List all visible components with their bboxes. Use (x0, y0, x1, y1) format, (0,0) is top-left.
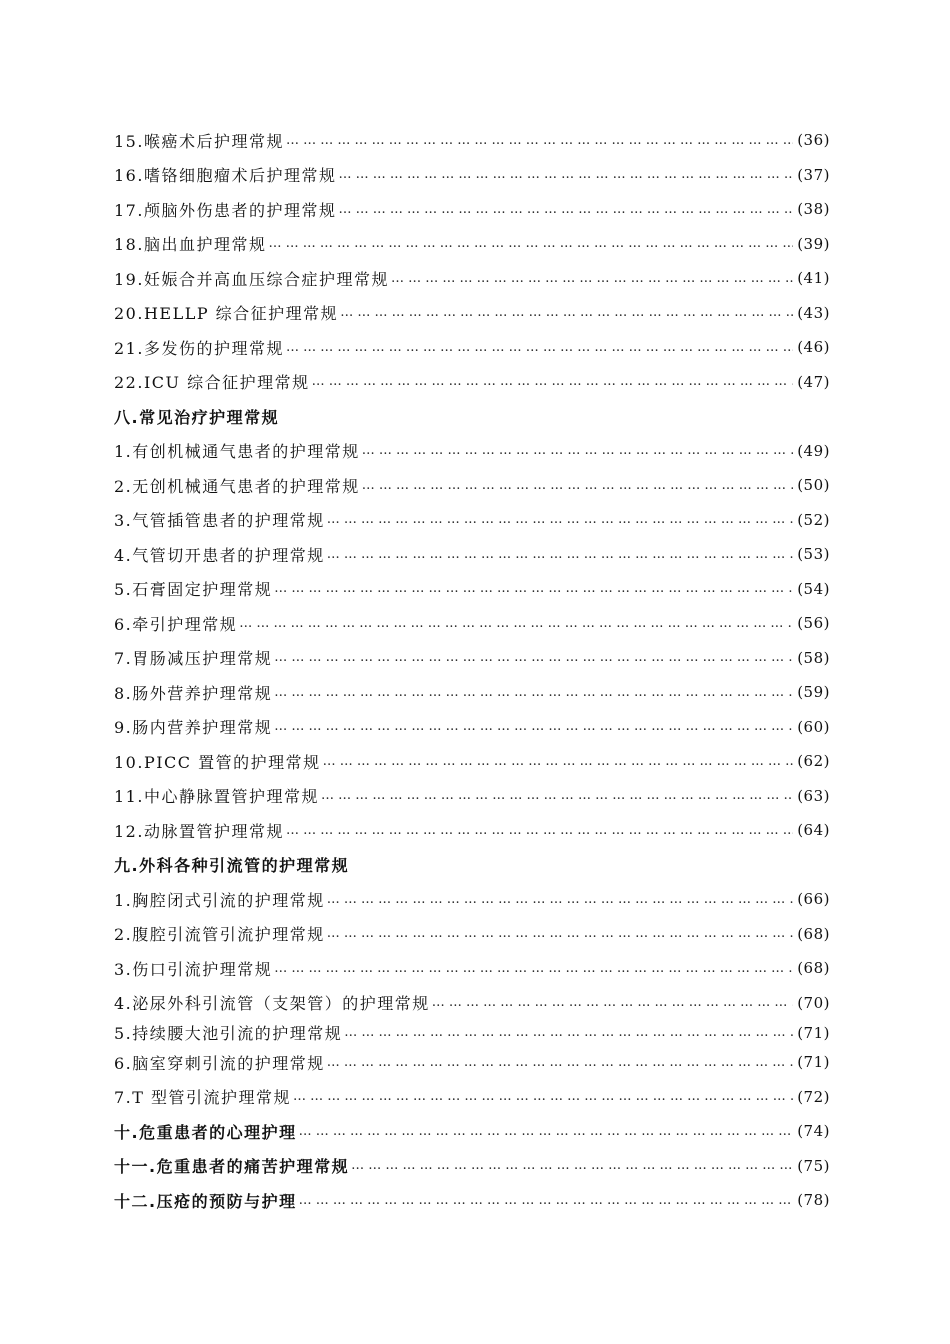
toc-entry-label: 4.泌尿外科引流管（支架管）的护理常规 (114, 994, 430, 1014)
toc-entry (114, 227, 830, 262)
leader-dots (274, 719, 793, 734)
toc-entry (114, 537, 830, 572)
toc-entry (114, 1020, 830, 1045)
toc-entry-page: (49) (797, 441, 830, 460)
leader-dots (327, 512, 793, 527)
section-heading: 九.外科各种引流管的护理常规 (114, 856, 350, 876)
toc-entry (114, 744, 830, 779)
toc-entry (114, 1080, 830, 1115)
toc-entry (114, 710, 830, 745)
toc-entry-label: 十二.压疮的预防与护理 (114, 1191, 297, 1211)
leader-dots (293, 1089, 793, 1104)
leader-dots (327, 547, 793, 562)
toc-entry-page: (71) (797, 1023, 830, 1042)
toc-entry-page: (56) (797, 614, 830, 633)
toc-entry-label: 12.动脉置管护理常规 (114, 821, 284, 841)
toc-entry-page: (62) (797, 752, 830, 771)
toc-entry-page: (38) (797, 200, 830, 219)
toc-entry (114, 468, 830, 503)
toc-heading-entry (114, 1149, 830, 1184)
toc-entry-label: 6.牵引护理常规 (114, 614, 238, 634)
toc-entry (114, 675, 830, 710)
toc-entry-label: 6.脑室穿刺引流的护理常规 (114, 1053, 325, 1073)
toc-entry (114, 951, 830, 986)
toc-entry-page: (75) (797, 1156, 830, 1175)
leader-dots (340, 305, 793, 320)
toc-entry-page: (36) (797, 131, 830, 150)
leader-dots (239, 616, 793, 631)
leader-dots (299, 1124, 794, 1139)
toc-entry-page: (46) (797, 338, 830, 357)
toc-entry (114, 296, 830, 331)
toc-entry (114, 1045, 830, 1080)
toc-entry-label: 5.持续腰大池引流的护理常规 (114, 1024, 343, 1043)
toc-entry-label: 4.气管切开患者的护理常规 (114, 545, 325, 565)
toc-entry-label: 2.无创机械通气患者的护理常规 (114, 476, 360, 496)
toc-entry-label: 17.颅脑外伤患者的护理常规 (114, 200, 337, 220)
leader-dots (299, 1193, 794, 1208)
table-of-contents (114, 123, 830, 1218)
toc-entry-label: 19.妊娠合并高血压综合症护理常规 (114, 269, 389, 289)
toc-entry (114, 158, 830, 193)
leader-dots (274, 581, 793, 596)
toc-entry-label: 十一.危重患者的痛苦护理常规 (114, 1157, 350, 1177)
leader-dots (274, 685, 793, 700)
toc-entry-page: (39) (797, 234, 830, 253)
toc-entry (114, 813, 830, 848)
toc-entry-label: 2.腹腔引流管引流护理常规 (114, 925, 325, 945)
toc-heading-entry (114, 1183, 830, 1218)
toc-entry-page: (54) (797, 579, 830, 598)
toc-entry-label: 7.胃肠减压护理常规 (114, 649, 273, 669)
leader-dots (286, 340, 793, 355)
leader-dots (327, 926, 793, 941)
toc-entry (114, 365, 830, 400)
leader-dots (286, 133, 793, 148)
leader-dots (327, 892, 793, 907)
leader-dots (338, 202, 793, 217)
toc-entry-page: (74) (797, 1122, 830, 1141)
toc-entry-page: (70) (797, 993, 830, 1012)
toc-entry (114, 917, 830, 952)
toc-entry (114, 261, 830, 296)
leader-dots (338, 167, 793, 182)
toc-entry-page: (50) (797, 476, 830, 495)
toc-entry (114, 779, 830, 814)
toc-entry-label: 1.有创机械通气患者的护理常规 (114, 442, 360, 462)
toc-entry-label: 十.危重患者的心理护理 (114, 1122, 297, 1142)
toc-entry-page: (63) (797, 786, 830, 805)
toc-entry-page: (58) (797, 648, 830, 667)
toc-entry-page: (47) (797, 372, 830, 391)
toc-entry-label: 20.HELLP 综合征护理常规 (114, 304, 339, 324)
toc-entry-label: 16.嗜铬细胞瘤术后护理常规 (114, 166, 337, 186)
toc-entry (114, 434, 830, 469)
leader-dots (274, 961, 793, 976)
toc-entry-page: (68) (797, 924, 830, 943)
toc-entry (114, 503, 830, 538)
toc-entry-label: 5.石膏固定护理常规 (114, 580, 273, 600)
leader-dots (362, 478, 793, 493)
toc-entry-page: (78) (797, 1191, 830, 1210)
section-heading: 八.常见治疗护理常规 (114, 407, 280, 427)
toc-entry-label: 22.ICU 综合征护理常规 (114, 373, 310, 393)
toc-entry (114, 986, 830, 1021)
toc-entry (114, 123, 830, 158)
toc-entry-label: 3.气管插管患者的护理常规 (114, 511, 325, 531)
leader-dots (323, 754, 794, 769)
leader-dots (274, 650, 793, 665)
toc-heading-entry (114, 1114, 830, 1149)
toc-entry-page: (43) (797, 303, 830, 322)
toc-entry-page: (59) (797, 683, 830, 702)
toc-entry-label: 11.中心静脉置管护理常规 (114, 787, 319, 807)
leader-dots (391, 271, 793, 286)
toc-entry-label: 9.肠内营养护理常规 (114, 718, 273, 738)
toc-entry (114, 572, 830, 607)
leader-dots (327, 1055, 793, 1070)
leader-dots (432, 995, 793, 1010)
leader-dots (362, 443, 793, 458)
toc-entry (114, 882, 830, 917)
toc-entry-label: 21.多发伤的护理常规 (114, 338, 284, 358)
toc-entry (114, 641, 830, 676)
toc-entry (114, 330, 830, 365)
leader-dots (344, 1025, 793, 1040)
toc-entry-label: 10.PICC 置管的护理常规 (114, 752, 321, 772)
toc-entry-page: (53) (797, 545, 830, 564)
toc-entry-page: (52) (797, 510, 830, 529)
toc-entry-page: (64) (797, 821, 830, 840)
toc-entry-label: 18.脑出血护理常规 (114, 235, 267, 255)
toc-entry-label: 3.伤口引流护理常规 (114, 959, 273, 979)
toc-entry-page: (71) (797, 1053, 830, 1072)
leader-dots (351, 1158, 793, 1173)
toc-entry-page: (72) (797, 1087, 830, 1106)
toc-entry-page: (68) (797, 959, 830, 978)
toc-entry-page: (37) (797, 165, 830, 184)
toc-entry-label: 8.肠外营养护理常规 (114, 683, 273, 703)
leader-dots (268, 236, 793, 251)
toc-entry-label: 1.胸腔闭式引流的护理常规 (114, 890, 325, 910)
toc-entry (114, 606, 830, 641)
toc-entry-label: 15.喉癌术后护理常规 (114, 131, 284, 151)
leader-dots (286, 823, 793, 838)
toc-entry-page: (66) (797, 890, 830, 909)
toc-entry-page: (60) (797, 717, 830, 736)
leader-dots (321, 788, 793, 803)
toc-entry-label: 7.T 型管引流护理常规 (114, 1088, 292, 1108)
toc-entry-page: (41) (797, 269, 830, 288)
toc-entry (114, 192, 830, 227)
leader-dots (312, 374, 794, 389)
